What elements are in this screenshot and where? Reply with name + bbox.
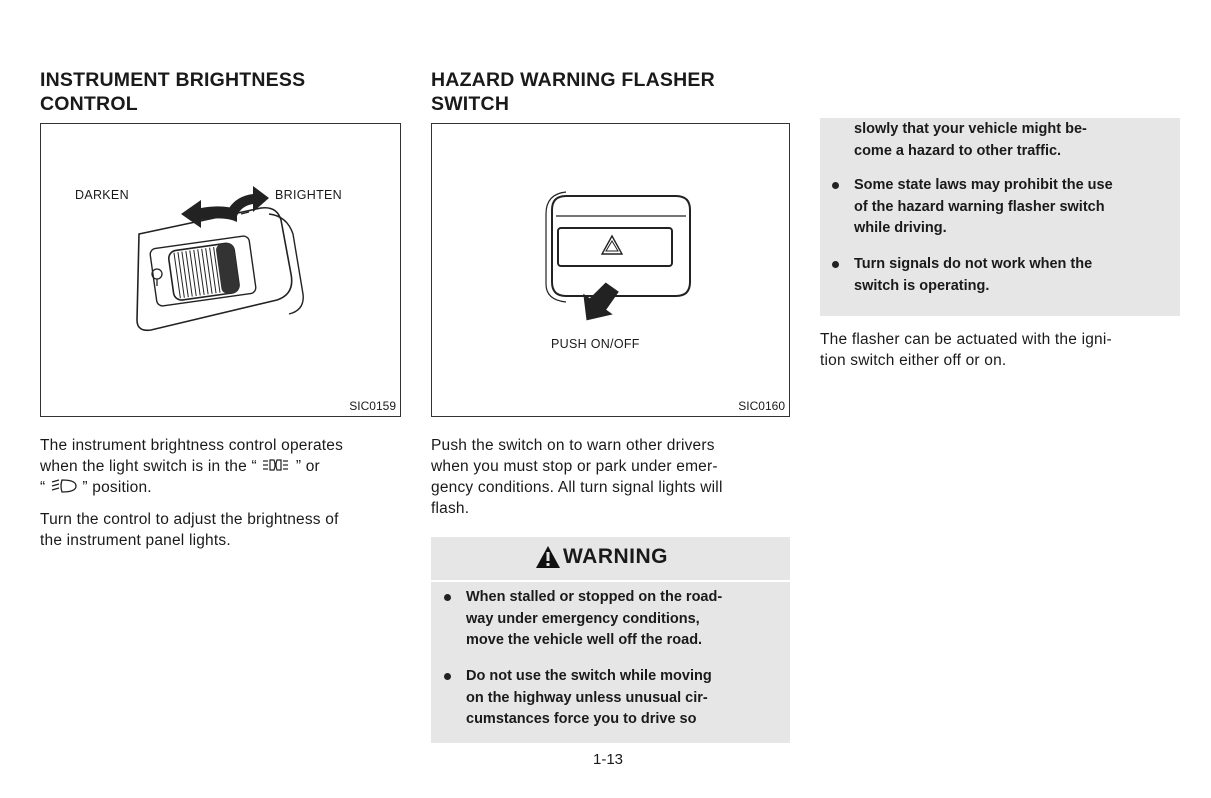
text-line: tion switch either off or on.: [820, 352, 1007, 369]
figure-hazard-switch: [431, 123, 790, 417]
bullet-line: When stalled or stopped on the road-: [466, 589, 723, 605]
figure-brightness-control: [40, 123, 401, 417]
section-heading-hazard: [431, 68, 715, 116]
bullet-line: on the highway unless unusual cir-: [466, 689, 708, 706]
heading-line: INSTRUMENT BRIGHTNESS: [40, 69, 306, 91]
bullet-line: move the vehicle well off the road.: [466, 632, 703, 648]
paragraph-flasher-actuated: [820, 329, 1185, 371]
bullet-line: way under emergency conditions,: [466, 610, 700, 627]
text-line: Turn the control to adjust the brightness of: [40, 511, 339, 528]
bullet-line: come a hazard to other traffic.: [854, 142, 1062, 159]
label-brighten: BRIGHTEN: [275, 188, 342, 202]
brightness-dial-illustration: [41, 124, 402, 418]
section-heading-brightness: [40, 68, 305, 116]
figure-code: SIC0160: [738, 399, 785, 413]
page-number: 1-13: [593, 751, 624, 768]
bullet-line: Some state laws may prohibit the use: [854, 177, 1113, 193]
text-line: when the light switch is in the “: [40, 458, 257, 475]
warning-title-text: WARNING: [563, 545, 668, 568]
bullet-dot: [832, 182, 839, 189]
bullet-line: switch is operating.: [854, 277, 990, 294]
paragraph-brightness-adjust: [40, 509, 405, 551]
warning-bullet: [854, 254, 1092, 297]
text-line: the instrument panel lights.: [40, 532, 231, 549]
hazard-switch-illustration: [432, 124, 791, 418]
heading-line: HAZARD WARNING FLASHER: [431, 69, 715, 91]
bullet-line: Do not use the switch while moving: [466, 668, 712, 684]
warning-title: [535, 545, 668, 569]
warning-bullet: [854, 175, 1113, 240]
bullet-line: while driving.: [854, 220, 947, 236]
bullet-line: cumstances force you to drive so: [466, 711, 697, 727]
bullet-line: Turn signals do not work when the: [854, 256, 1093, 272]
warning-triangle-icon: [535, 545, 561, 569]
bullet-dot: [444, 594, 451, 601]
warning-box-continued: [820, 118, 1180, 316]
text-line: The flasher can be actuated with the igni-: [820, 331, 1112, 348]
bullet-dot: [832, 261, 839, 268]
text-line: ” position.: [82, 479, 152, 496]
headlight-icon: [50, 478, 78, 494]
text-line: ” or: [295, 458, 320, 475]
heading-line: SWITCH: [431, 93, 510, 115]
warning-box: [431, 537, 790, 743]
warning-bullet: [466, 587, 722, 652]
text-line: Push the switch on to warn other drivers: [431, 437, 715, 454]
label-darken: DARKEN: [75, 188, 129, 202]
figure-code: SIC0159: [349, 399, 396, 413]
label-push-on-off: PUSH ON/OFF: [551, 337, 640, 351]
text-line: gency conditions. All turn signal lights will: [431, 479, 723, 496]
text-line: The instrument brightness control operates: [40, 437, 344, 454]
text-line: “: [40, 479, 46, 496]
warning-divider: [431, 580, 790, 582]
heading-line: CONTROL: [40, 93, 138, 115]
text-line: when you must stop or park under emer-: [431, 458, 718, 475]
parking-light-icon: [261, 458, 291, 472]
paragraph-brightness-operates: [40, 435, 405, 498]
warning-continued-lead: [854, 119, 1087, 162]
warning-bullet: [466, 666, 712, 731]
bullet-line: slowly that your vehicle might be-: [854, 121, 1087, 137]
bullet-line: of the hazard warning flasher switch: [854, 198, 1105, 215]
bullet-dot: [444, 673, 451, 680]
paragraph-hazard-push: [431, 435, 793, 519]
text-line: flash.: [431, 500, 470, 517]
